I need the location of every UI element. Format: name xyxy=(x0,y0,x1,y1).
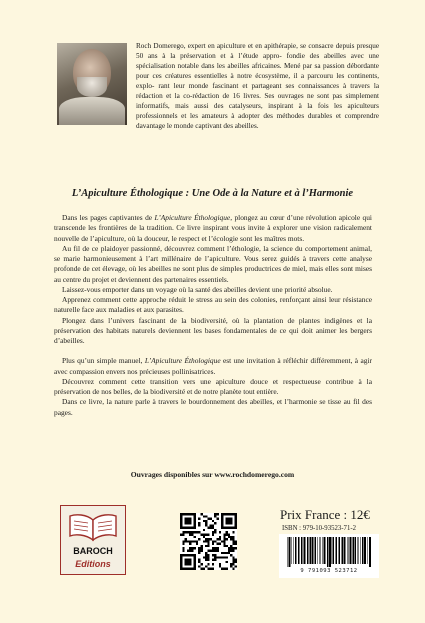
barcode-bars xyxy=(285,537,373,567)
bio-line: rant leur monde fascinant et partageant ses connaissances à travers xyxy=(158,81,370,90)
description-paragraph: Plongez dans l’univers fascinant de la biodiversité, où la plantation de plantes indigènes et la préservation des habitats naturels deviennent les bases fondamentales de ce qui doit animer les bergers d’abeilles. xyxy=(54,315,372,345)
author-bio xyxy=(136,42,379,132)
description-paragraph: Au fil de ce plaidoyer passionné, découvrez comment l’éthologie, la science du comportement animal, se marie harmonieusement à l’art millénaire de l’apiculture. Vous serez guidés à travers cette analyse profonde de cet élevage, où les abeilles ne sont plus de simples productrices de miel, mais elles sont mises au centre du projet et deviennent des partenaires essentiels. xyxy=(54,243,372,284)
open-book-icon xyxy=(67,510,119,546)
bio-line: méthodes durables et comprendre davantage le monde captivant xyxy=(136,111,380,130)
price: Prix France : 12€ xyxy=(280,507,370,522)
isbn: ISBN : 979-10-93523-71-2 xyxy=(282,525,357,532)
isbn-barcode xyxy=(279,534,379,578)
bio-line: essentielles à notre écosystème, il a parcouru les continents, explo- xyxy=(136,71,380,90)
bio-line: Roch Domerego, expert en apiculture et en apithérapie, se xyxy=(136,42,307,50)
description-paragraph: Dans les pages captivantes de L’Apiculture Éthologique, plongez au cœur d’une révolution apicole qui transcende les frontières de la tradition. Ce livre inspirant vous invite à explorer une vision radicalement nouvelle de l’apiculture, où la douceur, le respect et l’écologie sont les maîtres mots. xyxy=(54,213,372,243)
bio-line: fondie des abeilles avec une spécialisation notable dans les abeilles xyxy=(136,51,380,70)
bio-line: des abeilles. xyxy=(223,121,259,130)
description-paragraph: Apprenez comment cette approche réduit le stress au sein des colonies, renforçant ainsi leur résistance naturelle face aux maladies et aux parasites. xyxy=(54,295,372,315)
description-paragraph: Dans ce livre, la nature parle à travers le bourdonnement des abeilles, et l’harmonie se tisse au fil des pages. xyxy=(54,397,372,417)
publisher-logo xyxy=(60,505,126,575)
description-paragraph: Découvrez comment cette transition vers une apiculture douce et respectueuse contribue à la préservation de nos belles, de la biodiversité et de notre planète tout entière. xyxy=(54,376,372,396)
publisher-name: BAROCH xyxy=(73,546,113,556)
bio-line: africaines. Mené par sa passion débordante pour ces créatures xyxy=(136,61,379,80)
ouvrages-link-text: Ouvrages disponibles sur www.rochdomerego.com xyxy=(130,470,295,479)
description-paragraph: Plus qu’un simple manuel, L’Apiculture Éthologique est une invitation à réfléchir différemment, à agir avec compassion envers nos précieuses pollinisatrices. xyxy=(54,356,372,376)
bio-line: la rédaction et la co-rédaction de 16 livres. Ses ouvrages ne sont xyxy=(136,81,380,100)
bio-line: consacre depuis presque 50 ans à la préservation et à l’étude appro- xyxy=(136,42,380,60)
publisher-sub: Editions xyxy=(75,559,111,569)
bio-line: la fois les apiculteurs professionnels et les amateurs à adopter des xyxy=(136,101,379,120)
bio-line: pas simplement informatifs, mais aussi des catalyseurs, inspirant à xyxy=(136,91,380,110)
barcode-number: 9 791093 523712 xyxy=(300,568,358,574)
description-paragraph: Laissez-vous emporter dans un voyage où la santé des abeilles devient une priorité absolue. xyxy=(62,284,333,294)
book-title: L’Apiculture Éthologique : Une Ode à la Nature et à l’Harmonie xyxy=(71,188,354,199)
book-description xyxy=(54,213,372,418)
qr-code xyxy=(180,513,237,570)
author-photo xyxy=(57,43,127,125)
